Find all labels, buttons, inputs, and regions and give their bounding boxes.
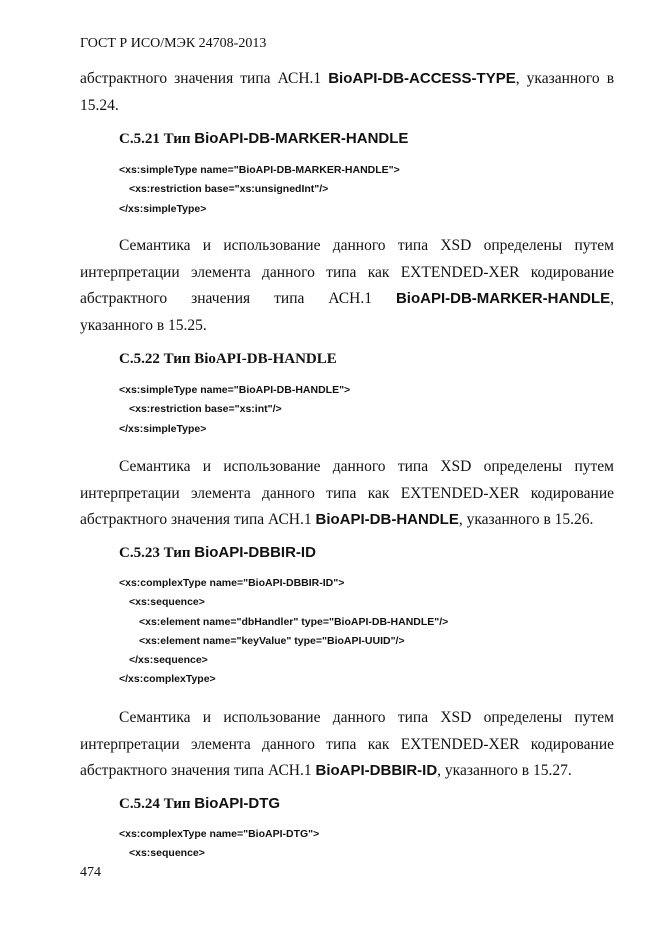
paragraph-c522 [80,454,614,534]
code-line: </xs:simpleType> [119,422,207,435]
code-line: <xs:restriction base="xs:unsignedInt"/> [129,183,329,196]
para-line: Семантика и использование данного типа XSD определены путем [119,237,614,254]
code-line: <xs:simpleType name="BioAPI-DB-HANDLE"> [119,384,351,396]
section-heading-c523: C.5.23 Тип BioAPI-DBBIR-ID [119,544,316,561]
para-line: абстрактного значения типа АСН.1 BioAPI-DB-HANDLE, указанного в 15.26. [80,511,594,528]
section-heading-c521: C.5.21 Тип BioAPI-DB-MARKER-HANDLE [119,130,409,147]
para-line: абстрактного значения типа АСН.1 BioAPI-DBBIR-ID, указанного в 15.27. [80,762,572,779]
code-block-c524 [119,825,319,864]
code-block-c521 [119,161,400,219]
code-line: <xs:sequence> [129,596,205,609]
section-heading-c524: C.5.24 Тип BioAPI-DTG [119,795,281,812]
code-block-c522 [119,381,350,439]
document-header: ГОСТ Р ИСО/МЭК 24708-2013 [80,36,267,51]
paragraph-c521 [80,233,614,339]
code-line: </xs:simpleType> [119,202,207,215]
para-line: Семантика и использование данного типа XSD определены путем [119,458,614,475]
para-line: интерпретации элемента данного типа как EXTENDED-XER кодирование [80,484,614,502]
code-line: </xs:complexType> [119,673,216,686]
para-line: интерпретации элемента данного типа как EXTENDED-XER кодирование [80,263,614,281]
section-heading-c522: C.5.22 Тип BioAPI-DB-HANDLE [119,351,337,367]
code-line: <xs:sequence> [129,847,205,860]
intro-line-1: абстрактного значения типа АСН.1 BioAPI-DB-ACCESS-TYPE, указанного в [80,70,615,87]
code-line: <xs:element name="dbHandler" type="BioAPI-DB-HANDLE"/> [139,615,449,628]
para-line: абстрактного значения типа АСН.1 BioAPI-DB-MARKER-HANDLE, [80,290,614,307]
page-number: 474 [80,865,101,880]
intro-paragraph [80,66,614,119]
code-line: <xs:complexType name="BioAPI-DBBIR-ID"> [119,577,345,589]
code-line: <xs:simpleType name="BioAPI-DB-MARKER-HANDLE"> [119,164,400,176]
para-line: интерпретации элемента данного типа как EXTENDED-XER кодирование [80,735,614,753]
code-line: <xs:restriction base="xs:int"/> [129,403,282,416]
para-line: указанного в 15.25. [80,316,207,334]
paragraph-c523 [80,705,614,785]
code-line: <xs:element name="keyValue" type="BioAPI-UUID"/> [139,634,405,647]
intro-line-2: 15.24. [80,96,119,114]
code-line: <xs:complexType name="BioAPI-DTG"> [119,828,320,840]
code-line: </xs:sequence> [129,654,208,667]
para-line: Семантика и использование данного типа XSD определены путем [119,709,614,726]
code-block-c523 [119,574,448,690]
